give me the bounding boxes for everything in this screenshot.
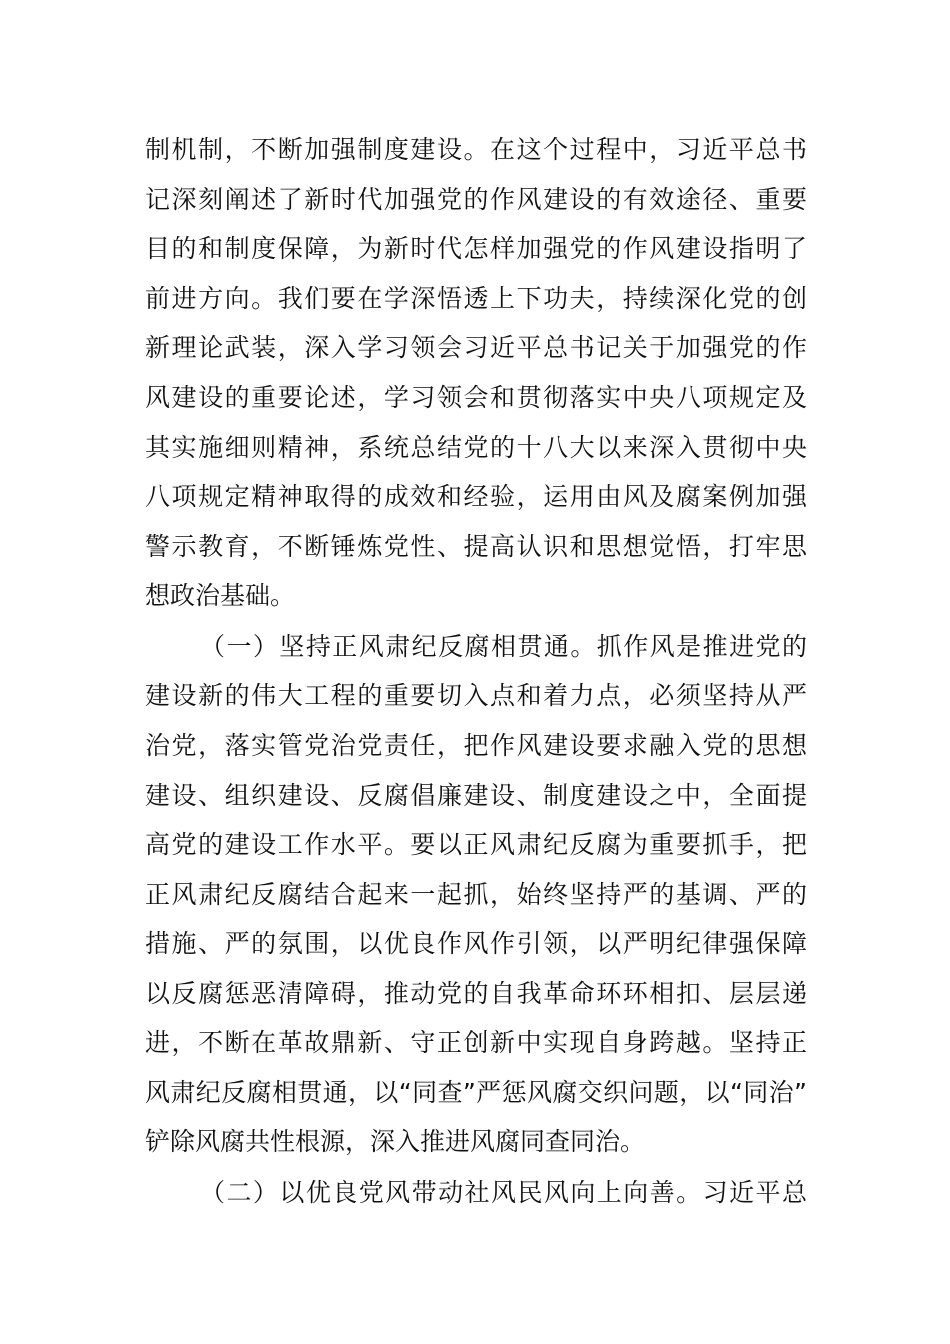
text-line-20: 风肃纪反腐相贯通，以“同查”严惩风腐交织问题，以“同治”	[145, 1078, 807, 1107]
text-line-1: 制机制，不断加强制度建设。在这个过程中，习近平总书	[145, 135, 807, 164]
text-line-22: （二）以优良党风带动社风民风向上向善。习近平总	[200, 1178, 807, 1207]
text-line-16: 正风肃纪反腐结合起来一起抓，始终坚持严的基调、严的	[145, 880, 807, 909]
text-line-5: 新理论武装，深入学习领会习近平总书记关于加强党的作	[145, 333, 807, 362]
text-line-7: 其实施细则精神，系统总结党的十八大以来深入贯彻中央	[145, 433, 807, 462]
text-line-19: 进，不断在革故鼎新、守正创新中实现自身跨越。坚持正	[145, 1028, 807, 1057]
text-line-14: 建设、组织建设、反腐倡廉建设、制度建设之中，全面提	[145, 781, 807, 810]
text-line-21: 铲除风腐共性根源，深入推进风腐同查同治。	[145, 1127, 646, 1156]
text-line-10: 想政治基础。	[145, 581, 296, 610]
text-line-2: 记深刻阐述了新时代加强党的作风建设的有效途径、重要	[145, 185, 807, 214]
text-line-3: 目的和制度保障，为新时代怎样加强党的作风建设指明了	[145, 234, 807, 263]
text-line-9: 警示教育，不断锤炼党性、提高认识和思想觉悟，打牢思	[145, 532, 807, 561]
text-line-8: 八项规定精神取得的成效和经验，运用由风及腐案例加强	[145, 482, 807, 511]
text-line-6: 风建设的重要论述，学习领会和贯彻落实中央八项规定及	[145, 383, 807, 412]
text-line-13: 治党，落实管党治党责任，把作风建设要求融入党的思想	[145, 731, 807, 760]
text-line-12: 建设新的伟大工程的重要切入点和着力点，必须坚持从严	[145, 681, 807, 710]
text-line-17: 措施、严的氛围，以优良作风作引领，以严明纪律强保障	[145, 929, 807, 958]
text-line-15: 高党的建设工作水平。要以正风肃纪反腐为重要抓手，把	[145, 830, 807, 859]
text-line-11: （一）坚持正风肃纪反腐相贯通。抓作风是推进党的	[200, 632, 807, 661]
text-line-18: 以反腐惩恶清障碍，推动党的自我革命环环相扣、层层递	[145, 979, 807, 1008]
text-line-4: 前进方向。我们要在学深悟透上下功夫，持续深化党的创	[145, 284, 807, 313]
